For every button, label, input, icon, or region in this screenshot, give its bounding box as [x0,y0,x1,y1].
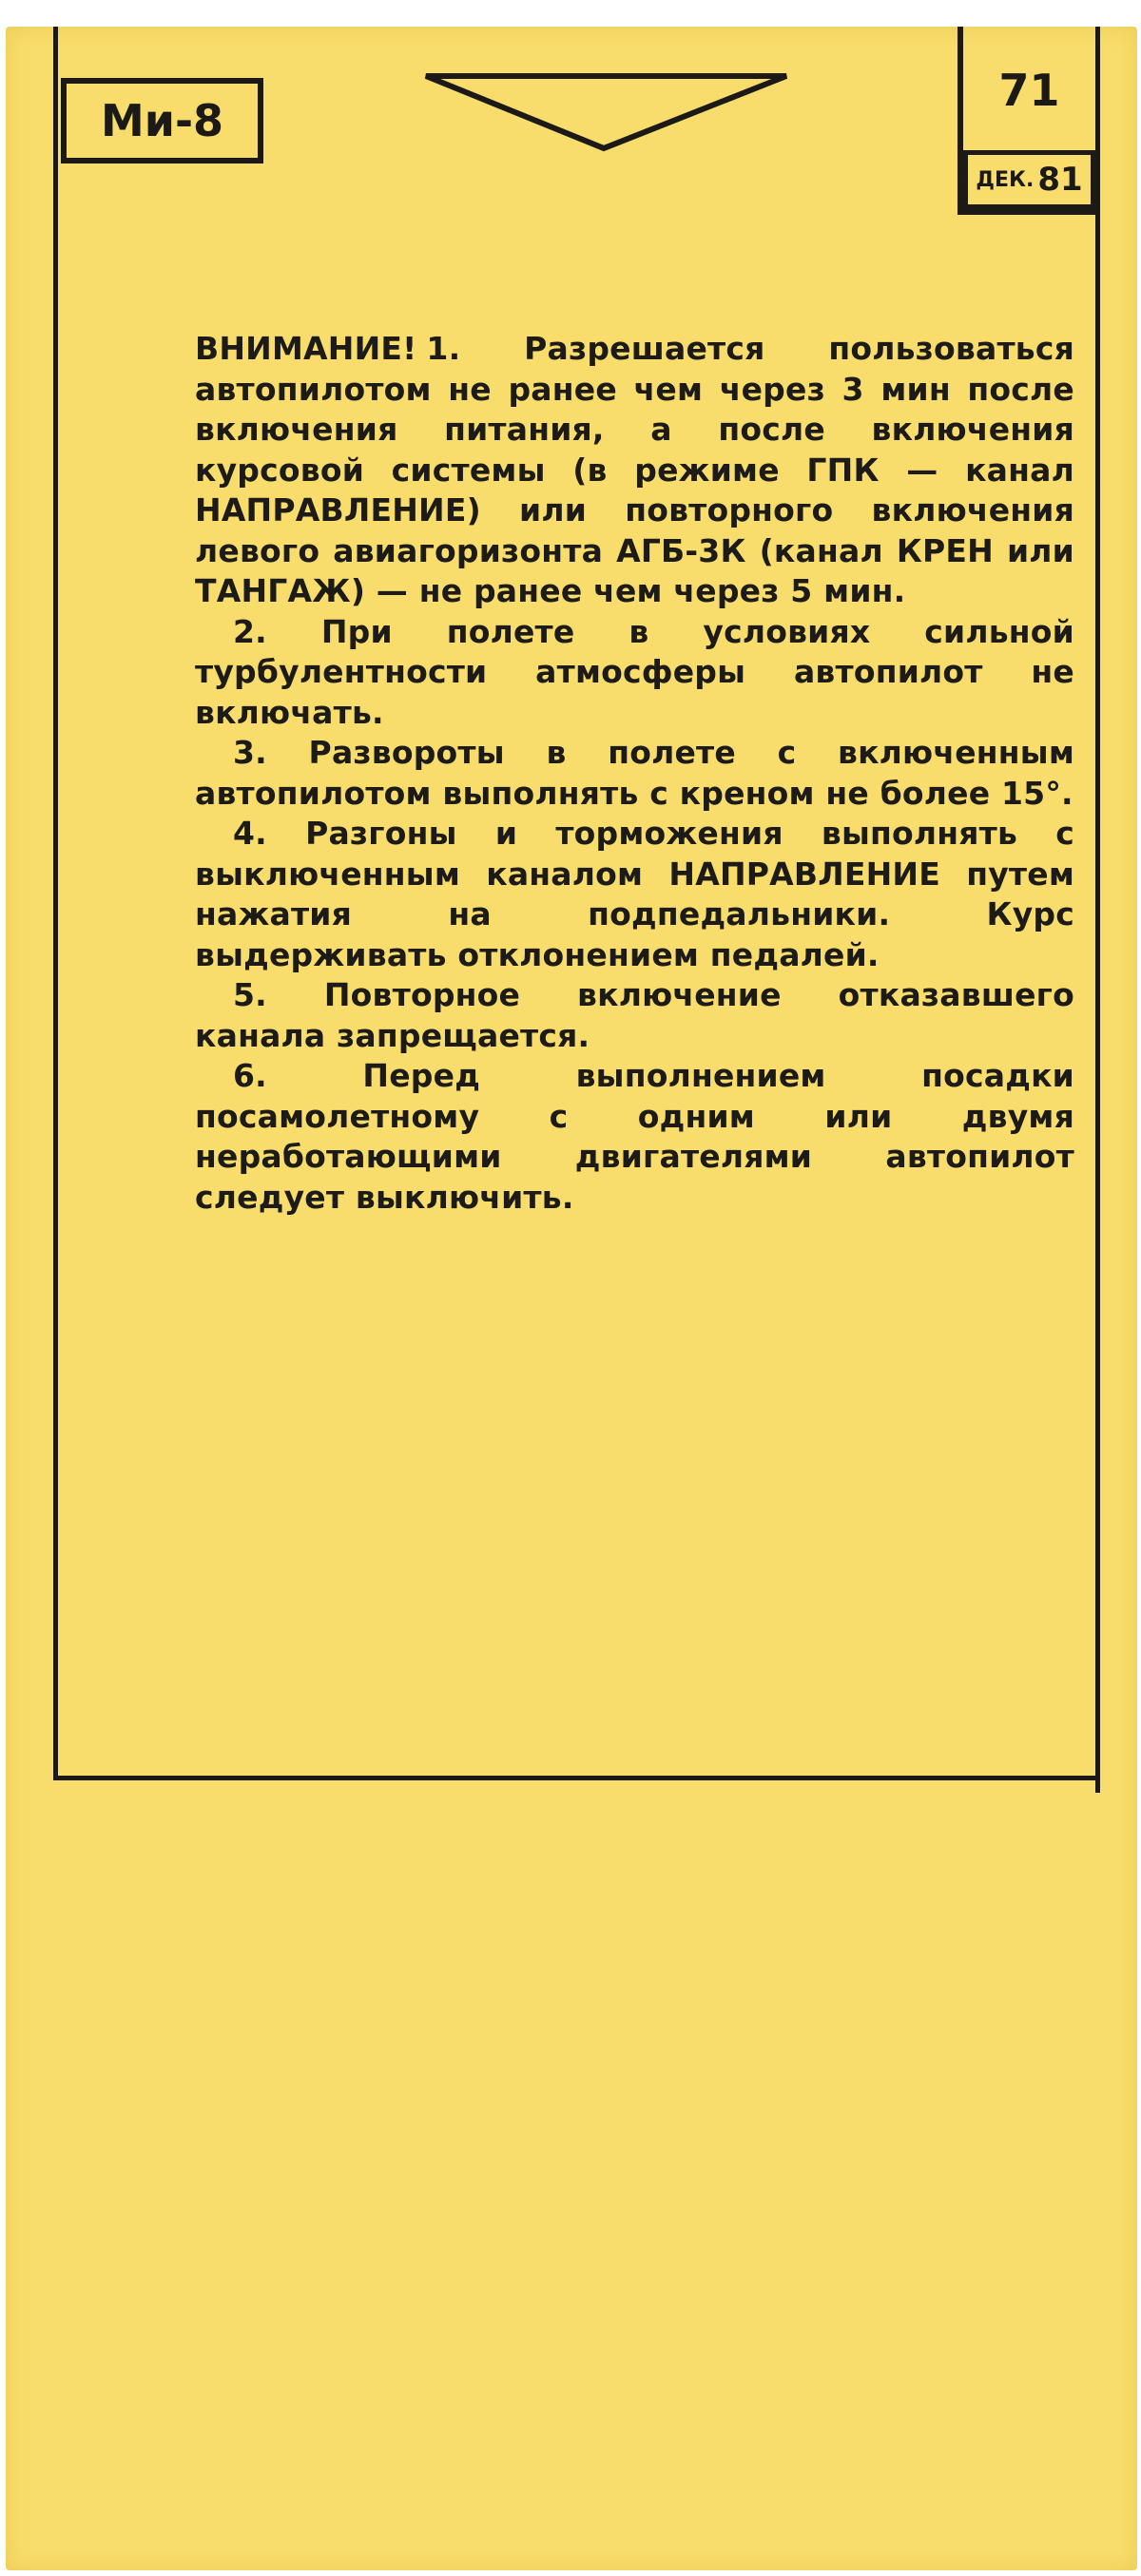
notice-item: 4. Разгоны и торможения выполнять с выключенным каналом НАПРАВЛЕНИЕ путем нажатия на подпедальники. Курс выдерживать отклонением педалей. [195,815,1074,973]
notice-item: 2. При полете в условиях сильной турбулентности атмосферы автопилот не включать. [195,612,1074,731]
notice-item: 5. Повторное включение отказавшего канала запрещается. [195,976,1074,1054]
page-number: 71 [998,65,1060,116]
frame-left-line [53,27,58,1780]
revision-month: ДЕК. [976,167,1035,192]
notice-item [195,329,1074,612]
triangle-marker-icon [418,68,794,156]
revision-year: 81 [1037,161,1083,199]
notice-item: 3. Развороты в полете с включенным автопилотом выполнять с креном не более 15°. [195,734,1074,812]
aircraft-model-label: Ми-8 [61,78,263,163]
frame-bottom-line [53,1776,1100,1780]
warning-notice [195,329,1074,1218]
frame-right-line [1095,27,1100,1793]
notice-item: 6. Перед выполнением посадки посамолетному с одним или двумя неработающими двигателями автопилот следует выключить. [195,1057,1074,1216]
notice-heading: ВНИМАНИЕ! [195,330,417,367]
revision-date [963,150,1095,209]
notice-item-text: 1. Разрешается пользоваться автопилотом не ранее чем через 3 мин после включения питания, а после включения курсовой системы (в режиме ГПК — канал НАПРАВЛЕНИЕ) или повторного включения левого авиагоризонта АГБ-3К (канал КРЕН или ТАНГАЖ) — не ранее чем через 5 мин. [195,330,1074,609]
